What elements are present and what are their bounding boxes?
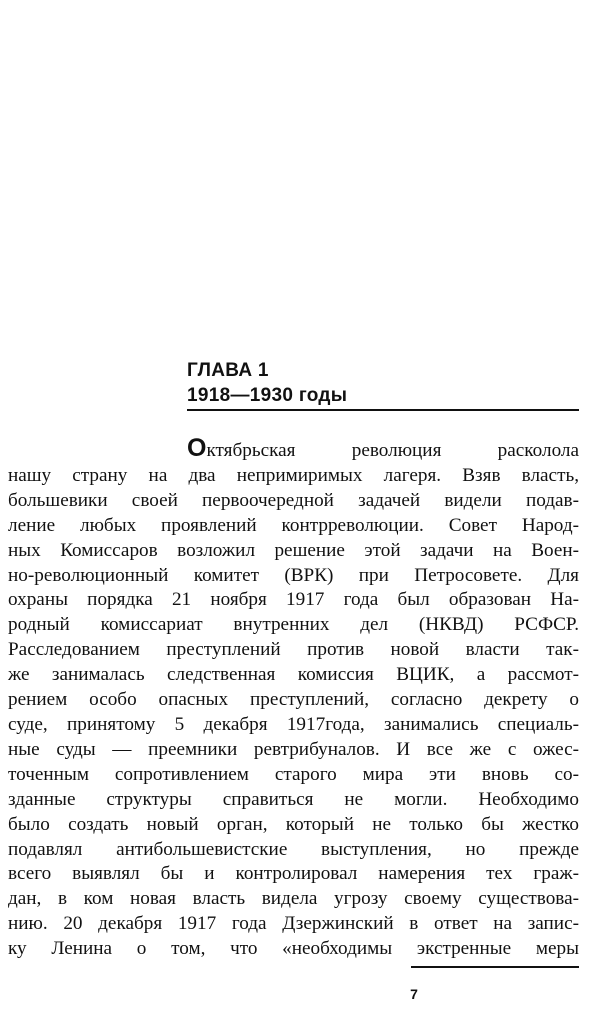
- text-line: же занималась следственная комиссия ВЦИК, а рассмот-: [8, 664, 579, 686]
- body-text: [8, 436, 579, 962]
- page-number: 7: [410, 986, 418, 1002]
- drop-letter: О: [187, 434, 207, 462]
- text-line: большевики своей первоочередной задачей видели подав-: [8, 489, 579, 511]
- chapter-heading: [187, 358, 347, 408]
- text-line: ных Комиссаров возложил решение этой задачи на Воен-: [8, 539, 579, 561]
- first-line: [8, 436, 579, 464]
- text-line: нашу страну на два непримиримых лагеря. Взяв власть,: [8, 464, 579, 486]
- text-line: нию. 20 декабря 1917 года Дзержинский в ответ на запис-: [8, 913, 579, 935]
- chapter-years: 1918—1930 годы: [187, 385, 348, 406]
- text-line: подавлял антибольшевистские выступления, но прежде: [8, 838, 579, 860]
- text-line: охраны порядка 21 ноября 1917 года был образован На-: [8, 589, 579, 611]
- text-line: ление любых проявлений контрреволюции. Совет Народ-: [8, 514, 579, 536]
- text-line: ку Ленина о том, что «необходимы экстренные меры: [8, 938, 579, 960]
- text-line: было создать новый орган, который не только бы жестко: [8, 813, 579, 835]
- heading-rule: [187, 409, 579, 411]
- text-line: но-революционный комитет (ВРК) при Петросовете. Для: [8, 564, 579, 586]
- text-line: ные суды — преемники ревтрибуналов. И все же с ожес-: [8, 738, 579, 760]
- text-line: суде, принятому 5 декабря 1917года, занимались специаль-: [8, 713, 579, 735]
- text-line: рением особо опасных преступлений, согласно декрету о: [8, 689, 579, 711]
- text-line: дан, в ком новая власть видела угрозу своему существова-: [8, 888, 579, 910]
- text-line: родный комиссариат внутренних дел (НКВД) РСФСР.: [8, 614, 579, 636]
- text-line: Расследованием преступлений против новой власти так-: [8, 639, 579, 661]
- text-line: точенным сопротивлением старого мира эти вновь со-: [8, 763, 579, 785]
- first-line-text: ктябрьская революция расколола: [206, 440, 579, 461]
- chapter-label: ГЛАВА 1: [187, 360, 269, 381]
- text-line: всего выявлял бы и контролировал намерения тех граж-: [8, 863, 579, 885]
- footer-rule: [411, 966, 579, 968]
- text-line: зданные структуры справиться не могли. Необходимо: [8, 788, 579, 810]
